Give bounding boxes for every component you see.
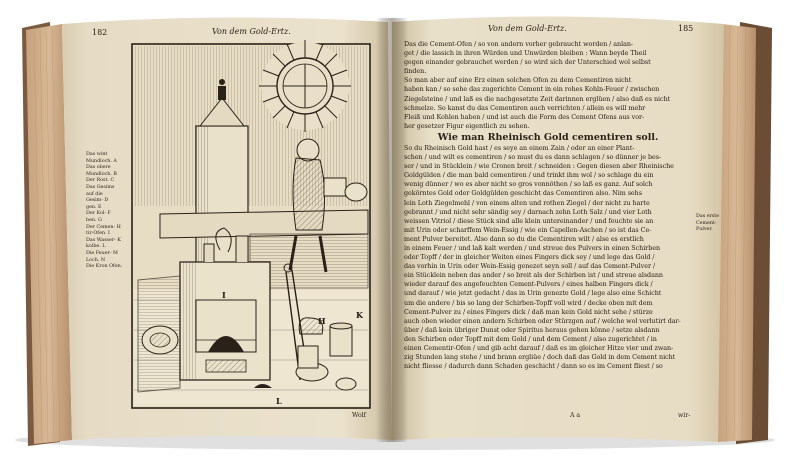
text-line: her gesetzer Figur eigentlich zu sehen. [404,121,530,130]
margin-note-line: Die Kron Ofen. [86,264,123,270]
text-line: zig Stunden lang stehe / und brann ergliüe / doch daß das Gold in dem Cement nicht [404,353,676,362]
text-line: Ziegelsteine / und laß es die nachgesetzte Zeit darinnen erglüen / also daß es nicht [404,94,671,103]
margin-note-line: Der Rost. C [86,178,115,184]
text-line: das vorhin in Urin oder Wein-Essig genezet seyn soll / auf das Cement-Pulver / [404,262,656,271]
margin-note-line: kolbe. L [86,244,106,250]
right-page-number: 185 [678,24,694,33]
right-catchword: wir- [678,412,691,419]
margin-note-line: ben. G [86,217,102,223]
margin-note-line: Pulver. [696,227,713,233]
text-line: über / daß kein übriger Dunst oder Spiritus heraus gehen könne / setze alsdann [404,325,660,334]
text-line: einen Cementir-Ofen / und gib acht darauf / daß es im gleicher Hitze vier und zwan- [404,344,674,352]
margin-note-line: Gesim- D [86,198,109,204]
text-line: Cement-Pulver zu / eines Fingers dick / daß man kein Gold nicht sehe / stürze [404,307,653,316]
left-page-number: 182 [92,28,108,37]
woodcut-figure [132,40,370,408]
right-page-edges [718,24,756,442]
margin-note-line: auf die [86,191,103,197]
margin-note-line: Das erste [696,214,720,219]
margin-note-line: Mundloch. B [86,171,117,177]
text-line: gegen einander gebrauchet werden / so wird sich der Unterschied wol selbst [404,58,651,67]
text-line: wieder darauf des angefeuchten Cement-Pulvers / eines halben Fingers dick / [404,280,653,289]
margin-note-line: gen. E [86,204,102,210]
text-line: lein Loth Ziegelmehl / von einem alten und rothen Ziegel / der nicht zu harte [404,198,650,207]
margin-note-line: Mundloch. A [86,158,117,164]
text-line: So du Rheinisch Gold hast / es seye an einem Zain / oder an einer Plant- [404,143,635,152]
text-line: gebrannt / und nicht sehr sändig sey / darnach zehn Loth Salz / und vier Loth [404,207,652,216]
text-line: in einem Feuer / und laß kalt werden / und streue des Pulvers in einen Schirben [404,243,661,252]
text-line: schmelze. So kanst du das Cementiren auch verrichten / allein es will mehr [404,103,646,112]
signature-mark: A a [570,412,581,419]
margin-note-line: Loch. N [86,257,106,263]
margin-note-line: Die Feuer- M [86,250,118,256]
text-line: ment Pulver bereitet. Also dann so du die Cementiren wilt / alse es erstlich [404,234,644,243]
margin-note-line: Der Cemen- H [86,224,121,230]
right-text-block [404,40,692,371]
text-line: Das die Cement-Ofen / so von andern vorher gebraucht worden / anlan- [404,40,634,48]
text-line: schen / und wilt es cementiren / so must du es dann schlagen / so dünner je bes- [404,153,662,162]
text-line: ein Stücklein neben das ander / so breit als der Schirben ist / und streue alsdann [404,271,663,280]
left-catchword: Wolf [352,412,366,419]
text-line: oder Topff / der in gleicher Weiten eines Fingers dick sey / und lege das Gold / [404,253,655,262]
left-running-header: Von dem Gold-Ertz. [212,27,291,36]
margin-note-line: tir-Ofen. I [86,231,110,237]
text-line: haben kan / so sehe das zugerichte Cement in ein rohes Kohln-Feuer / zwischen [404,85,660,94]
margin-note-line: Cement- [696,220,717,226]
figure-label-k: K [356,310,363,320]
right-running-header: Von dem Gold-Ertz. [488,24,567,33]
text-line: mit Urin oder scharffem Wein-Essig / wie ein Capellen-Aschen / so ist das Ce- [404,225,652,234]
margin-note-line: Das Gesims [86,184,115,190]
text-line: um die andere / bis so lang der Schirben-Topff voll wird / decke oben mit dem [404,298,653,307]
right-margin-note [696,214,719,234]
figure-label-l: L [276,396,282,406]
text-line: und darauf / wie jetzt gedacht / das in Urin genezte Gold / lege also eine Schicht [404,289,662,298]
text-line: den Schirben oder Topff mit dem Gold / und dem Cement / also zugerichtet / in [404,334,657,343]
text-line: wenig dünner / wo es aber nicht so gros vonnöthen / so laß es ganz. Auf solch [404,180,653,189]
text-line: Fleiß und Kohlen haben / und ist auch die Form des Cement Ofens aus vor- [404,112,645,121]
margin-note-line: Das Wasser- K [86,237,121,243]
left-margin-notes [86,152,122,271]
text-line: gekörntes Gold oder Goldgülden geschicht das Cementiren also. Nim sehs [404,189,642,198]
margin-note-line: Der Kol- F [86,211,111,217]
margin-note-line: Das wint [86,152,108,157]
margin-note-line: Das obere [86,165,111,171]
section-heading: Wie man Rheinisch Gold cementiren soll. [437,131,659,143]
text-line: weissen Vitriol / diese Stück sind alle klein untereinander / und feuchte sie an [404,216,654,225]
text-line: nicht fliesse / dadurch dann Schaden geschicht / dann so es im Cement fliest / so [404,362,663,371]
text-line: So man aber auf eine Erz einen solchen Ofen zu dem Cementiren nicht [404,76,632,85]
figure-label-h: H [318,316,326,326]
text-line: auch oben wieder einen andern Schirben oder Stürzgen auf / welche wol verlutirt dar- [404,316,681,325]
text-line: Goldgülden / die man bald cementiren / und trinkt ihm wol / so schlage du ein [404,171,654,180]
text-line: get / die lassich in ihren Würden und Unwürden bleiben : Wann beyde Theil [404,49,647,58]
text-line: finden. [404,67,427,76]
figure-label-i: I [222,290,226,300]
text-line: ser / und in Stücklein / wie Cronen breit / schneiden : Gegen diesen aber Rheinische [404,162,674,171]
